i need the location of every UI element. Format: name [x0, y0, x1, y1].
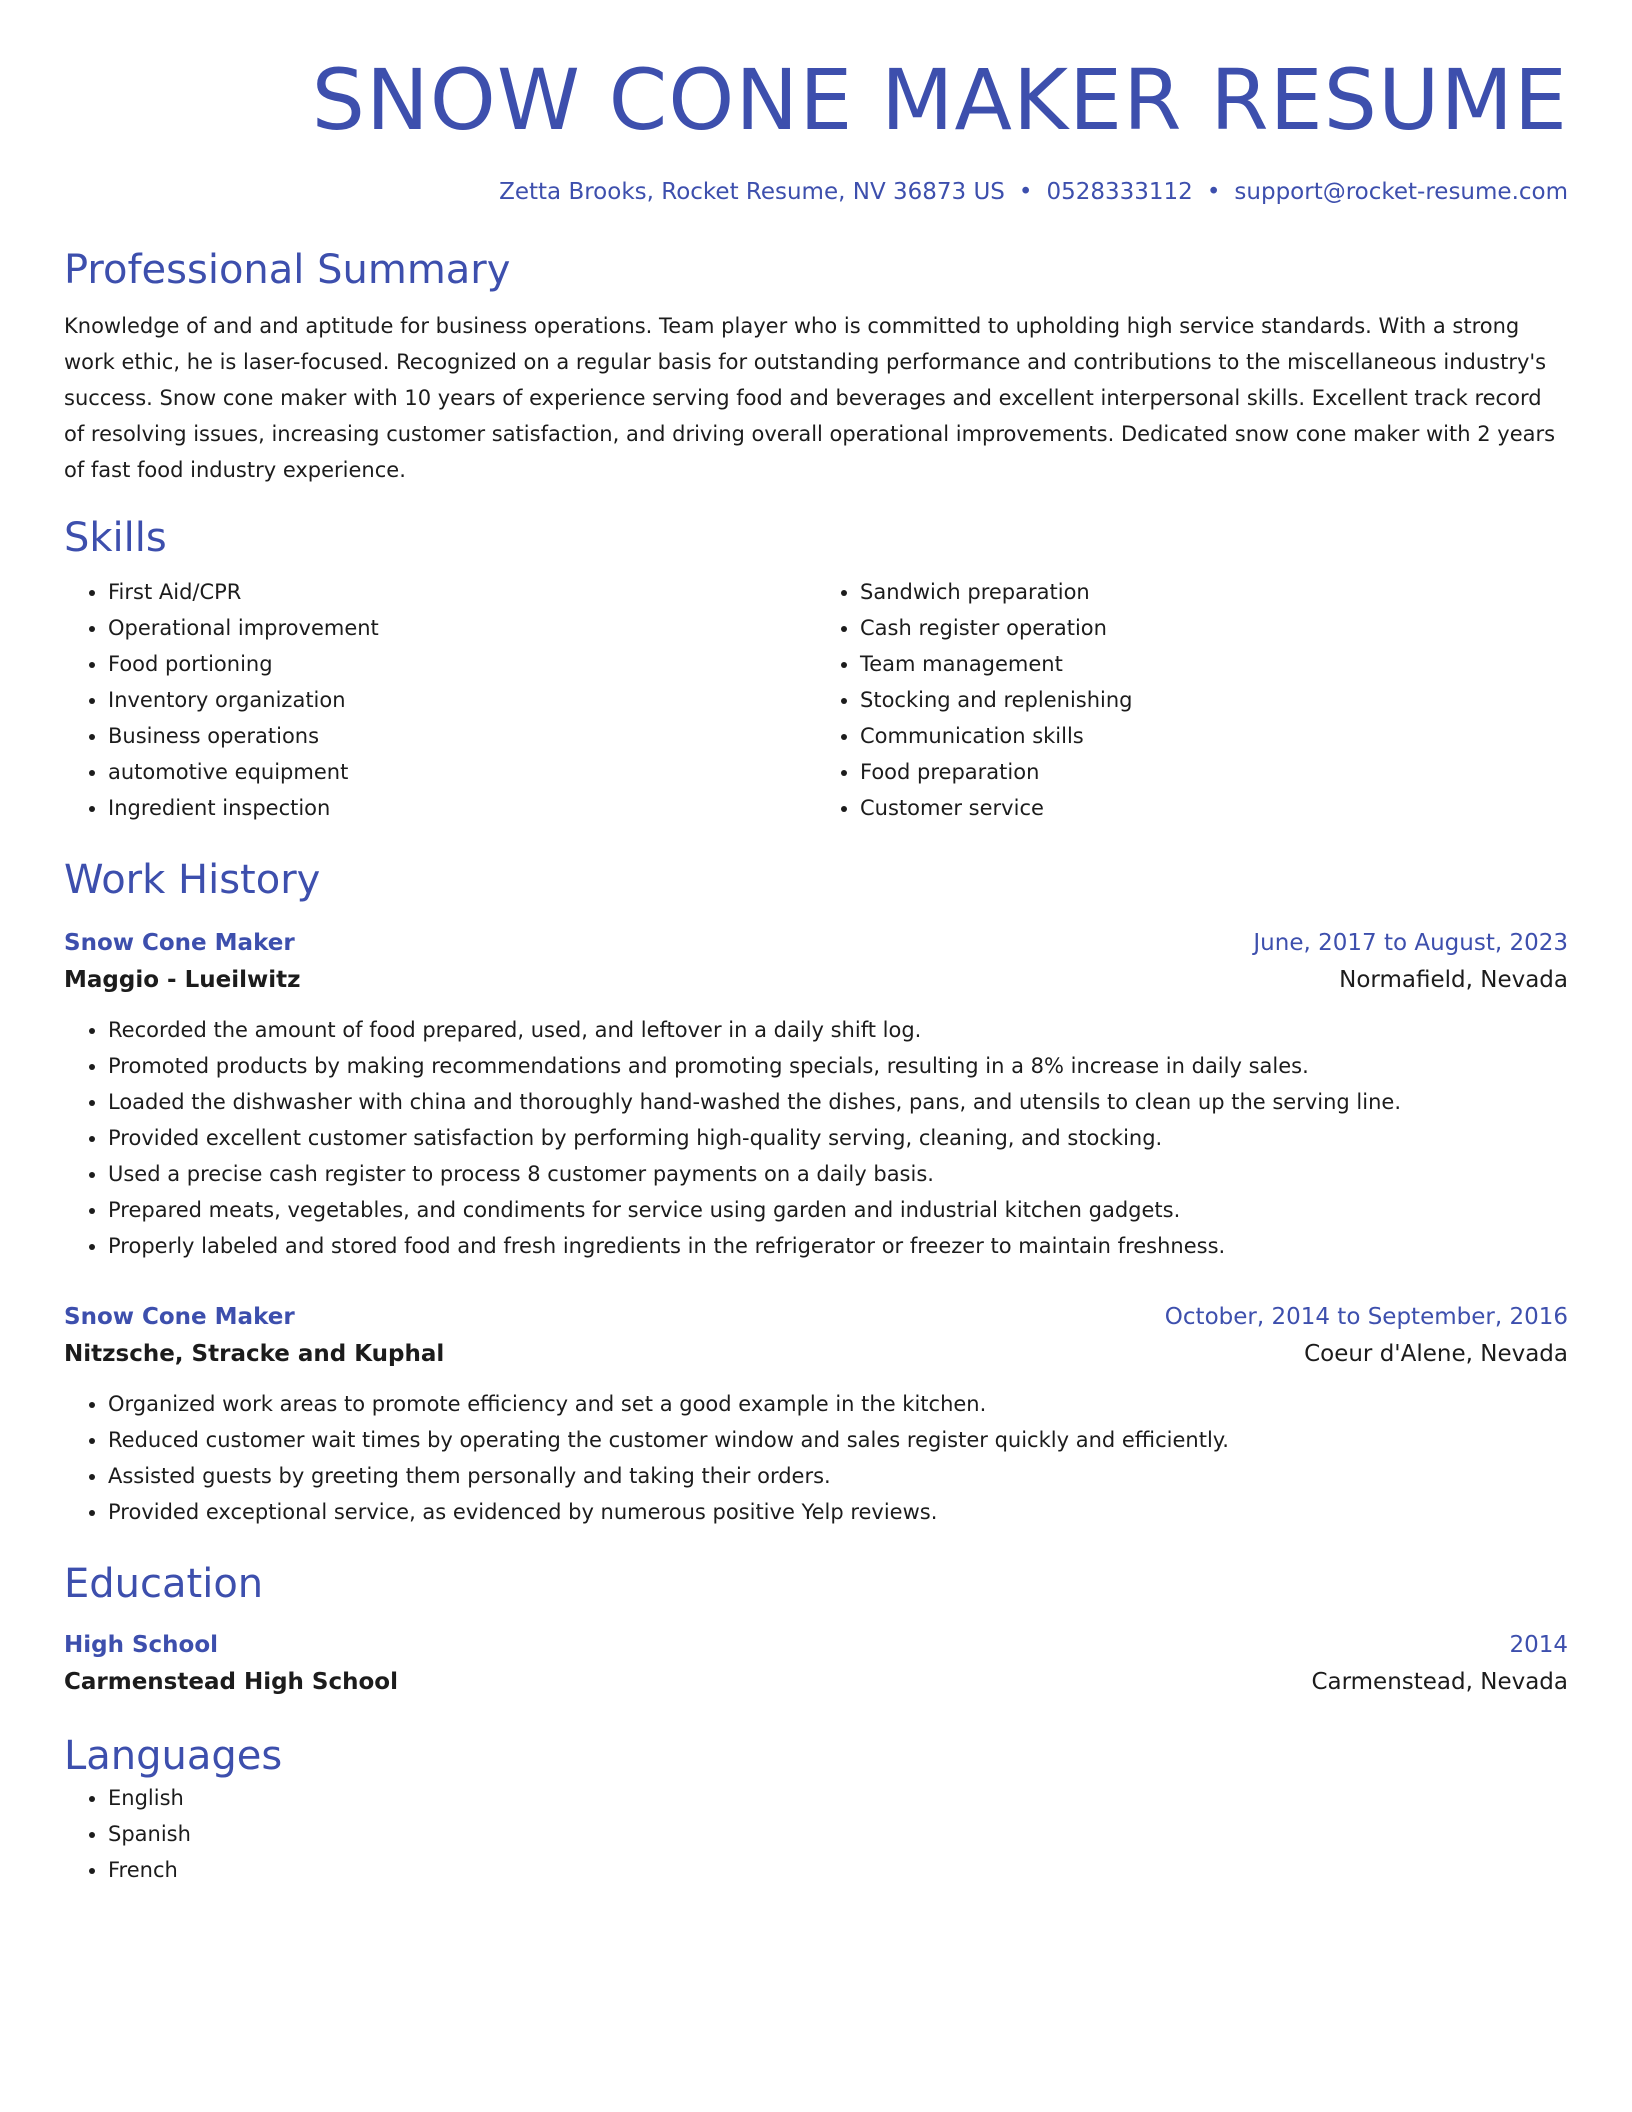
- education-school: Carmenstead High School: [64, 1669, 398, 1695]
- work-history-section: [64, 856, 1568, 1530]
- education-year: 2014: [1509, 1632, 1568, 1658]
- work-history-heading: Work History: [64, 857, 321, 903]
- skill-item: • Food portioning: [108, 646, 816, 682]
- job-company-row: [64, 960, 1568, 1000]
- skill-item: • Communication skills: [860, 718, 1568, 754]
- contact-separator: •: [1018, 179, 1033, 205]
- job-bullet: • Provided excellent customer satisfaction by performing high-quality serving, cleaning, and stocking.: [108, 1120, 1568, 1156]
- job-bullet: • Properly labeled and stored food and fresh ingredients in the refrigerator or freezer to maintain freshness.: [108, 1228, 1568, 1264]
- skill-item: • Ingredient inspection: [108, 790, 816, 826]
- summary-text: Knowledge of and and aptitude for business operations. Team player who is committed to upholding high service standards. With a strong work ethic, he is laser-focused. Recognized on a regular basis for outstanding performance and contributions to the miscellaneous industry's success. Snow cone maker with 10 years of experience serving food and beverages and excellent interpersonal skills. Excellent track record of resolving issues, increasing customer satisfaction, and driving overall operational improvements. Dedicated snow cone maker with 2 years of fast food industry experience.: [64, 314, 1556, 482]
- skill-item: • First Aid/CPR: [108, 574, 816, 610]
- education-section: [64, 1560, 1568, 1702]
- job-bullet: • Recorded the amount of food prepared, used, and leftover in a daily shift log.: [108, 1012, 1568, 1048]
- languages-heading: Languages: [64, 1733, 283, 1779]
- job-bullet: • Organized work areas to promote efficiency and set a good example in the kitchen.: [108, 1386, 1568, 1422]
- job-bullet: • Assisted guests by greeting them personally and taking their orders.: [108, 1458, 1568, 1494]
- education-heading: Education: [64, 1561, 264, 1607]
- job-location: Coeur d'Alene, Nevada: [1304, 1341, 1568, 1367]
- skill-item: • Sandwich preparation: [860, 574, 1568, 610]
- languages-list: [64, 1780, 1568, 1888]
- education-degree: High School: [64, 1632, 219, 1658]
- job-bullet: • Reduced customer wait times by operating the customer window and sales register quickly and efficiently.: [108, 1422, 1568, 1458]
- job-company: Nitzsche, Stracke and Kuphal: [64, 1341, 445, 1367]
- skill-item: • Business operations: [108, 718, 816, 754]
- job-bullet: • Loaded the dishwasher with china and thoroughly hand-washed the dishes, pans, and utensils to clean up the serving line.: [108, 1084, 1568, 1120]
- education-entry: [64, 1628, 1568, 1702]
- contact-separator: •: [1206, 179, 1221, 205]
- languages-section: [64, 1732, 1568, 1888]
- skill-item: • Customer service: [860, 790, 1568, 826]
- skills-column-left: [64, 574, 816, 826]
- job-bullets: [64, 1386, 1568, 1530]
- job-location: Normafield, Nevada: [1339, 967, 1568, 993]
- resume-title: SNOW CONE MAKER RESUME: [311, 51, 1568, 149]
- skills-column-right: [816, 574, 1568, 826]
- job-bullet: • Promoted products by making recommendations and promoting specials, resulting in a 8% increase in daily sales.: [108, 1048, 1568, 1084]
- job-title: Snow Cone Maker: [64, 930, 295, 956]
- job-dates: June, 2017 to August, 2023: [1253, 930, 1568, 956]
- skill-item: • Inventory organization: [108, 682, 816, 718]
- contact-address: Zetta Brooks, Rocket Resume, NV 36873 US: [499, 179, 1005, 205]
- skill-item: • Operational improvement: [108, 610, 816, 646]
- job-title-row: [64, 1300, 1568, 1334]
- skill-item: • Team management: [860, 646, 1568, 682]
- skill-item: • Food preparation: [860, 754, 1568, 790]
- job-dates: October, 2014 to September, 2016: [1164, 1304, 1568, 1330]
- job-bullet: • Used a precise cash register to process 8 customer payments on a daily basis.: [108, 1156, 1568, 1192]
- education-school-row: [64, 1662, 1568, 1702]
- resume-header: [64, 0, 1568, 208]
- contact-email: support@rocket-resume.com: [1234, 179, 1568, 205]
- summary-heading: Professional Summary: [64, 247, 511, 293]
- language-item: • English: [108, 1780, 1568, 1816]
- language-item: • Spanish: [108, 1816, 1568, 1852]
- job-company: Maggio - Lueilwitz: [64, 967, 301, 993]
- contact-line: [64, 176, 1568, 208]
- skill-item: • Stocking and replenishing: [860, 682, 1568, 718]
- job-bullets: [64, 1012, 1568, 1264]
- skills-heading: Skills: [64, 515, 167, 561]
- skills-section: [64, 514, 1568, 826]
- job-entry: [64, 926, 1568, 1264]
- contact-phone: 0528333112: [1046, 179, 1193, 205]
- skill-item: • automotive equipment: [108, 754, 816, 790]
- summary-section: [64, 246, 1568, 488]
- language-item: • French: [108, 1852, 1568, 1888]
- job-bullet: • Provided exceptional service, as evidenced by numerous positive Yelp reviews.: [108, 1494, 1568, 1530]
- education-degree-row: [64, 1628, 1568, 1662]
- job-title: Snow Cone Maker: [64, 1304, 295, 1330]
- skill-item: • Cash register operation: [860, 610, 1568, 646]
- education-location: Carmenstead, Nevada: [1311, 1669, 1568, 1695]
- job-entry: [64, 1300, 1568, 1530]
- job-company-row: [64, 1334, 1568, 1374]
- job-bullet: • Prepared meats, vegetables, and condiments for service using garden and industrial kitchen gadgets.: [108, 1192, 1568, 1228]
- skills-columns: [64, 574, 1568, 826]
- job-title-row: [64, 926, 1568, 960]
